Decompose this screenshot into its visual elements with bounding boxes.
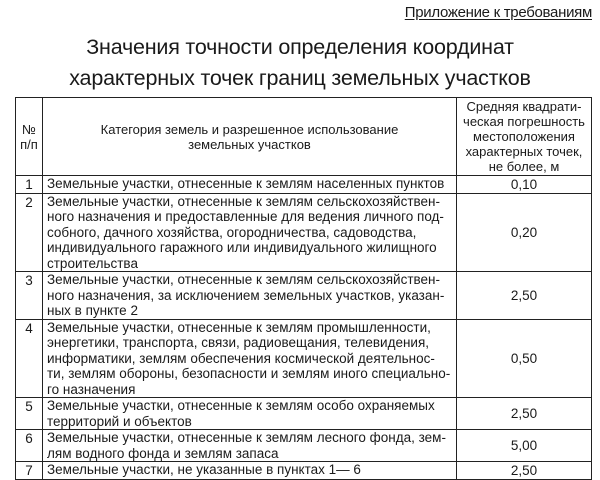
title-line-2: характерных точек границ земельных участков xyxy=(69,66,531,90)
row-value: 2,50 xyxy=(457,272,592,320)
header-num: № п/п xyxy=(16,98,43,176)
row-num: 6 xyxy=(16,430,43,462)
accuracy-table xyxy=(15,97,592,480)
row-category: Земельные участки, отнесенные к землям промышленности, энергетики, транспорта, связи, радиовещания, телевидения, информатики, землям обеспечения космической деятельнос-ти, землям обороны, безопасности и землям иного специально-го назначения xyxy=(43,319,457,398)
header-category: Категория земель и разрешенное использование земельных участков xyxy=(43,98,457,176)
header-accuracy: Средняя квадрати-ческая погрешность местоположения характерных точек, не более, м xyxy=(457,98,592,176)
row-category: Земельные участки, отнесенные к землям населенных пунктов xyxy=(43,176,457,194)
table-row xyxy=(16,430,592,462)
row-value: 5,00 xyxy=(457,430,592,462)
row-value: 0,20 xyxy=(457,193,592,272)
row-category: Земельные участки, отнесенные к землям сельскохозяйствен-ного назначения, за исключением земельных участков, указан-ных в пункте 2 xyxy=(43,272,457,320)
appendix-label: Приложение к требованиям xyxy=(404,4,592,21)
table-row xyxy=(16,193,592,272)
row-num: 3 xyxy=(16,272,43,320)
row-num: 1 xyxy=(16,176,43,194)
title-line-1: Значения точности определения координат xyxy=(86,35,514,59)
table-row xyxy=(16,176,592,194)
table-header-row xyxy=(16,98,592,176)
table-row xyxy=(16,272,592,320)
row-value: 0,50 xyxy=(457,319,592,398)
document-title xyxy=(0,32,600,94)
row-num: 4 xyxy=(16,319,43,398)
row-num: 7 xyxy=(16,462,43,480)
row-category: Земельные участки, отнесенные к землям лесного фонда, зем-лям водного фонда и землям запаса xyxy=(43,430,457,462)
row-num: 5 xyxy=(16,398,43,430)
table-row xyxy=(16,398,592,430)
table-row xyxy=(16,462,592,480)
table-row xyxy=(16,319,592,398)
row-value: 0,10 xyxy=(457,176,592,194)
row-category: Земельные участки, отнесенные к землям особо охраняемых территорий и объектов xyxy=(43,398,457,430)
row-value: 2,50 xyxy=(457,462,592,480)
row-num: 2 xyxy=(16,193,43,272)
row-category: Земельные участки, отнесенные к землям сельскохозяйствен-ного назначения и предоставленные для ведения личного под-собного, дачного хозяйства, огородничества, садоводства, индивидуального гаражного или индивидуального жилищного строительства xyxy=(43,193,457,272)
row-value: 2,50 xyxy=(457,398,592,430)
row-category: Земельные участки, не указанные в пунктах 1— 6 xyxy=(43,462,457,480)
